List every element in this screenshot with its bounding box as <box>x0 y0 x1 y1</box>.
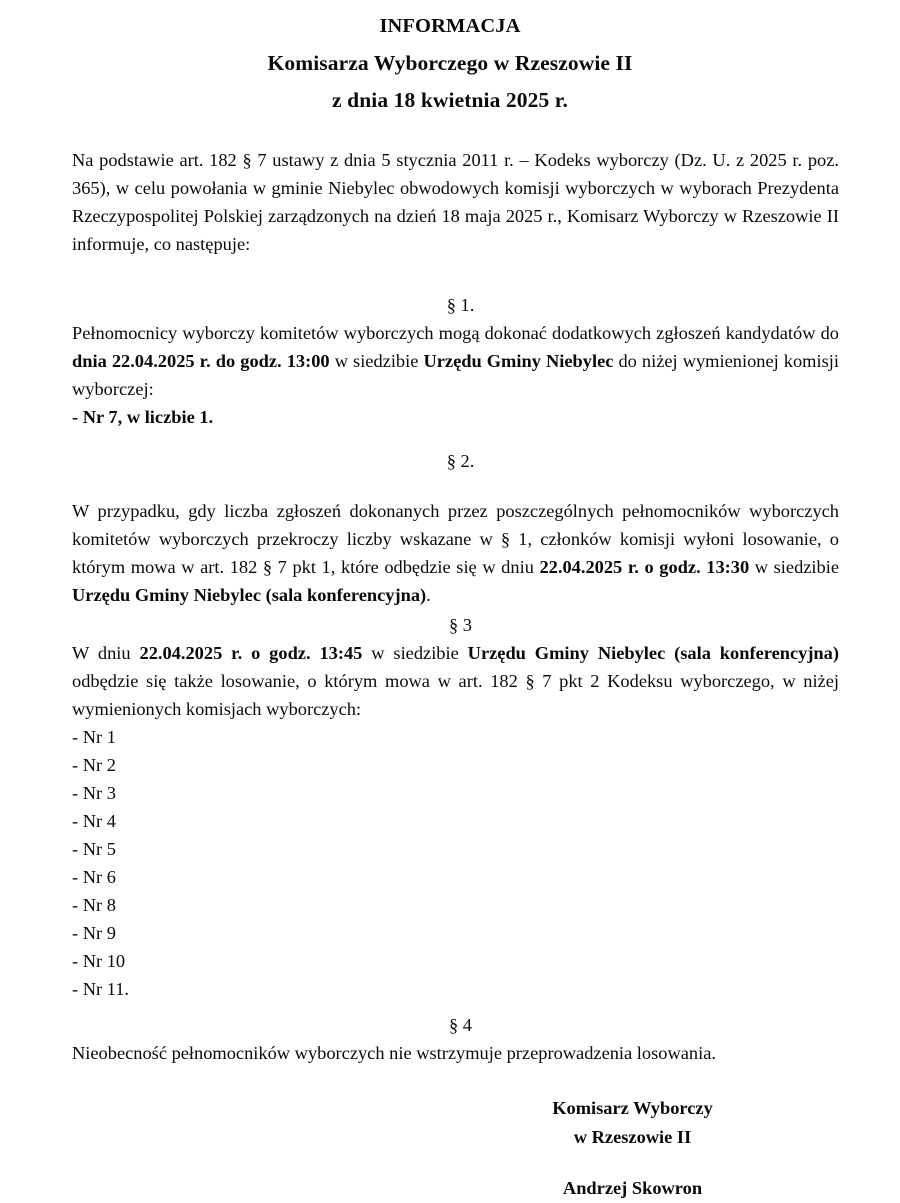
section-1-text-a: Pełnomocnicy wyborczy komitetów wyborczych mogą dokonać dodatkowych zgłoszeń kandydatów do <box>72 323 839 343</box>
list-item: - Nr 4 <box>72 811 116 831</box>
intro-paragraph: Na podstawie art. 182 § 7 ustawy z dnia 5 stycznia 2011 r. – Kodeks wyborczy (Dz. U. z 2025 r. poz. 365), w celu powołania w gminie Niebylec obwodowych komisji wyborczych w wyborach Prezydenta Rzeczypospolitej Polskiej zarządzonych na dzień 18 maja 2025 r., Komisarz Wyborczy w Rzeszowie II informuje, co następuje: <box>72 150 839 254</box>
signature-name: Andrzej Skowron <box>562 1178 703 1198</box>
list-item: - Nr 6 <box>72 867 116 887</box>
section-3-paragraph <box>72 639 839 723</box>
signature-block <box>470 1094 795 1152</box>
list-item: - Nr 10 <box>72 951 126 971</box>
section-3-mark: § 3 <box>449 615 472 635</box>
section-2-bold-venue: Urzędu Gminy Niebylec (sala konferencyjna) <box>72 585 427 605</box>
signature-name-block <box>470 1174 795 1203</box>
section-4-paragraph: Nieobecność pełnomocników wyborczych nie wstrzymuje przeprowadzenia losowania. <box>72 1043 716 1063</box>
section-1-text-b: w siedzibie <box>329 351 424 371</box>
section-1-commission-item-label: - Nr 7, w liczbie 1. <box>72 407 214 427</box>
section-2-bold-datetime: 22.04.2025 r. o godz. 13:30 <box>539 557 750 577</box>
section-1-commission-item <box>72 403 839 431</box>
section-2-text-b: w siedzibie <box>749 557 840 577</box>
section-4 <box>72 1011 839 1067</box>
section-3-text-b: w siedzibie <box>362 643 468 663</box>
section-2-mark: § 2. <box>446 451 475 471</box>
section-4-mark: § 4 <box>449 1015 472 1035</box>
title-line-2: Komisarza Wyborczego w Rzeszowie II <box>267 51 633 75</box>
list-item: - Nr 5 <box>72 839 116 859</box>
section-1-paragraph <box>72 319 839 403</box>
section-1-text-c: do niżej wymienionej komisji wyborczej: <box>72 351 839 399</box>
section-2-spacer <box>72 475 839 497</box>
section-3 <box>72 611 839 1003</box>
title-line-3: z dnia 18 kwietnia 2025 r. <box>332 88 568 112</box>
list-item: - Nr 2 <box>72 755 116 775</box>
signature-role-line-1: Komisarz Wyborczy <box>552 1098 713 1118</box>
section-2-text-a: W przypadku, gdy liczba zgłoszeń dokonanych przez poszczególnych pełnomocników wyborczych komitetów wyborczych przekroczy liczby wskazane w § 1, członków komisji wyłoni losowanie, o którym mowa w art. 182 § 7 pkt 1, które odbędzie się w dniu <box>72 501 839 577</box>
title-line-1: INFORMACJA <box>379 15 521 37</box>
list-item: - Nr 3 <box>72 783 116 803</box>
section-2-text-c: . <box>426 585 431 605</box>
document-title-block <box>0 0 900 119</box>
section-3-bold-datetime: 22.04.2025 r. o godz. 13:45 <box>139 643 363 663</box>
section-1-bold-deadline: dnia 22.04.2025 r. do godz. 13:00 <box>72 351 330 371</box>
section-2-paragraph <box>72 497 839 609</box>
intro-paragraph-wrapper <box>72 146 839 258</box>
section-3-text-c: odbędzie się także losowanie, o którym mowa w art. 182 § 7 pkt 2 Kodeksu wyborczego, w niżej wymienionych komisjach wyborczych: <box>72 671 839 719</box>
section-1-bold-office: Urzędu Gminy Niebylec <box>423 351 614 371</box>
list-item: - Nr 11. <box>72 979 130 999</box>
signature-role-line-2: w Rzeszowie II <box>573 1127 692 1147</box>
section-2 <box>72 447 839 609</box>
section-3-bold-venue: Urzędu Gminy Niebylec (sala konferencyjna) <box>467 643 839 663</box>
section-1 <box>72 291 839 431</box>
section-1-mark: § 1. <box>446 295 475 315</box>
list-item: - Nr 8 <box>72 895 116 915</box>
list-item: - Nr 9 <box>72 923 116 943</box>
list-item: - Nr 1 <box>72 727 116 747</box>
section-3-text-a: W dniu <box>72 643 140 663</box>
commission-list <box>72 723 839 1003</box>
